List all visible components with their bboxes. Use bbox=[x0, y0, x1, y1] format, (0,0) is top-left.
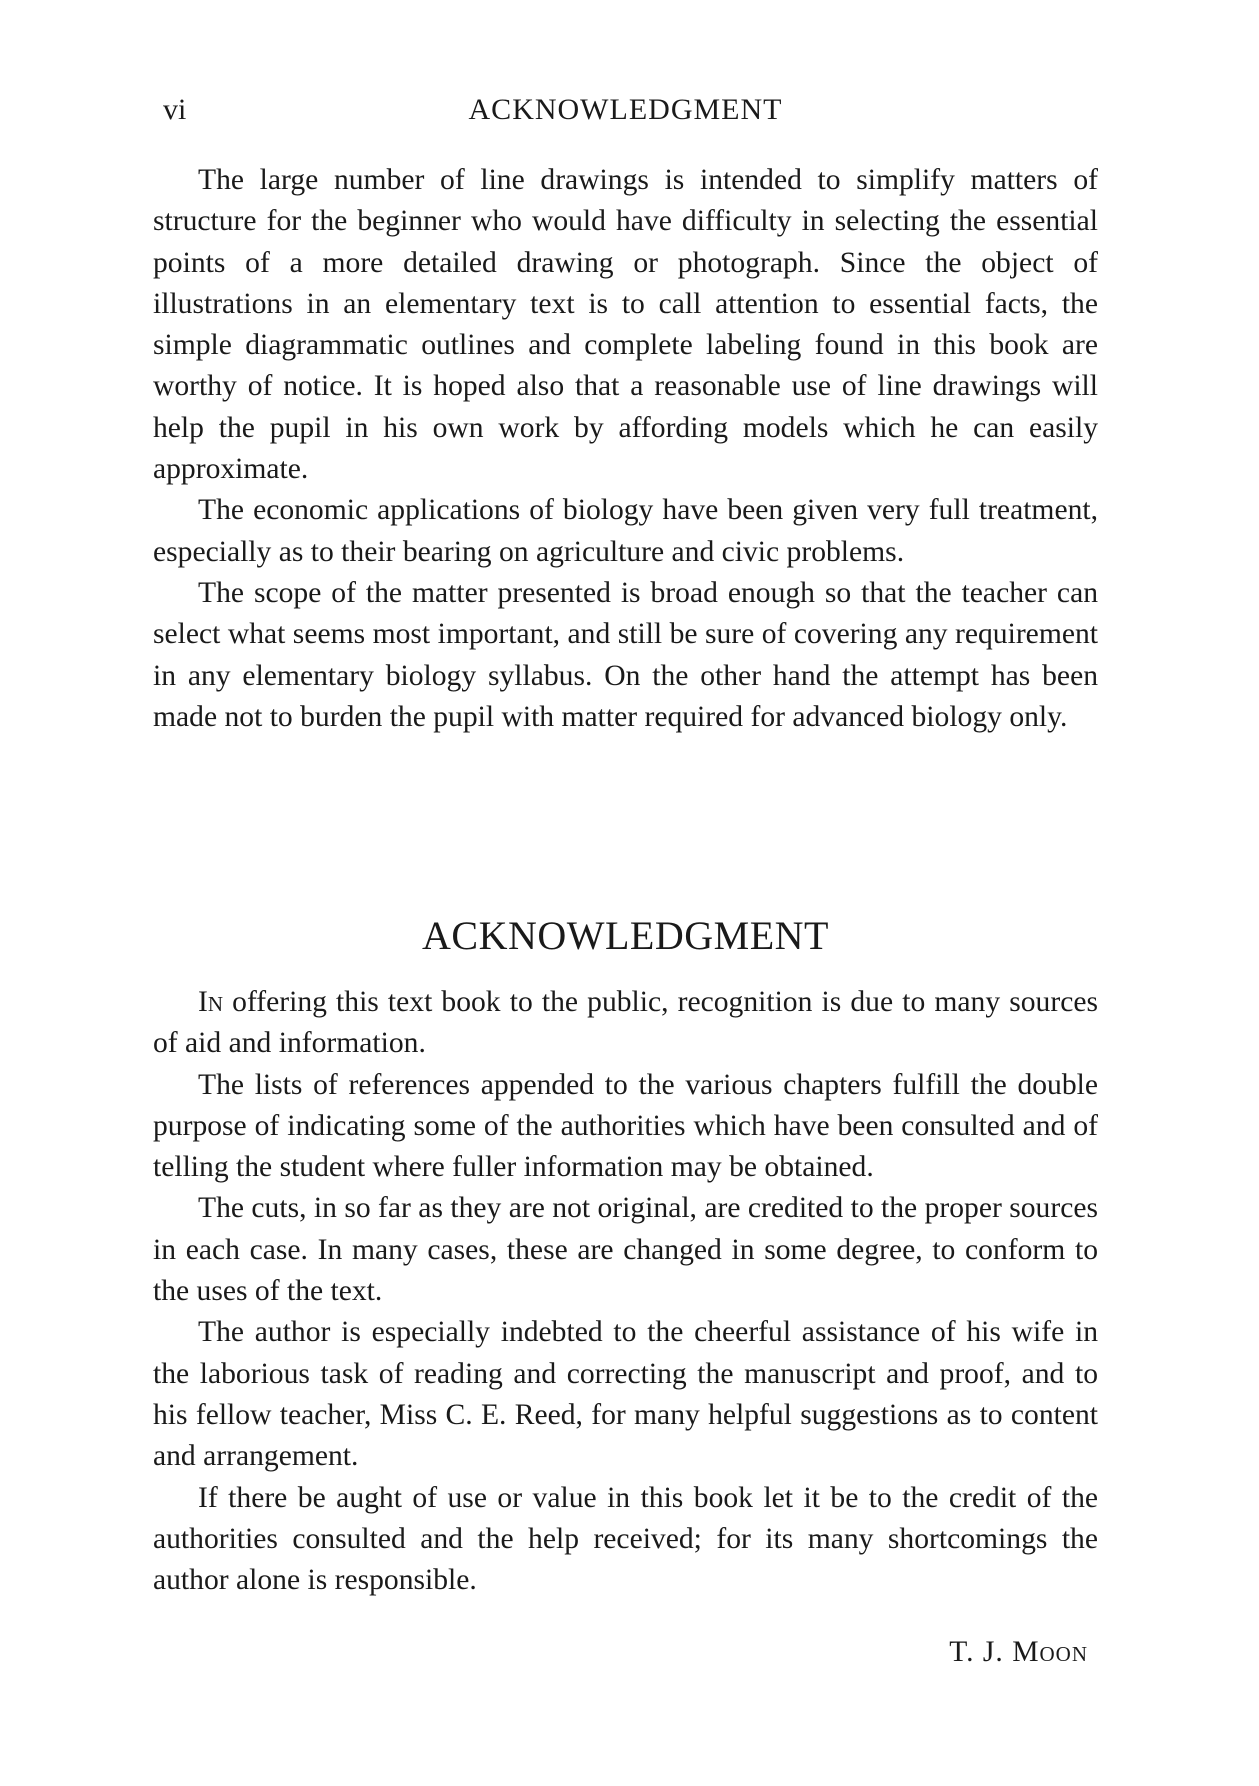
drop-lead-word: In bbox=[198, 986, 224, 1018]
signature-initials: T. J. bbox=[949, 1636, 1013, 1668]
acknowledgment-paragraph-references: The lists of references appended to the various chapters fulfill the double purpose of indicating some of the authorities which have been consulted and of telling the student where fuller information may be obtained. bbox=[153, 1068, 1098, 1184]
acknowledgment-body bbox=[153, 982, 1098, 1601]
author-signature bbox=[949, 1632, 1088, 1673]
preface-paragraph-scope: The scope of the matter presented is broad enough so that the teacher can select what seems most important, and still be sure of covering any requirement in any elementary biology syllabus. On the other hand the attempt has been made not to burden the pupil with matter required for advanced biology only. bbox=[153, 576, 1098, 733]
section-heading: ACKNOWLEDGMENT bbox=[422, 913, 829, 958]
running-head bbox=[153, 88, 1098, 132]
acknowledgment-paragraph-author-thanks: The author is especially indebted to the cheerful assistance of his wife in the laborious task of reading and correcting the manuscript and proof, and to his fellow teacher, Miss C. E. Reed, for many helpful suggestions as to content and arrangement. bbox=[153, 1316, 1098, 1473]
preface-paragraph-line-drawings: The large number of line drawings is intended to simplify matters of structure for the beginner who would have difficulty in selecting the essential points of a more detailed drawing or photograph. Since the object of illustrations in an elementary text is to call attention to essential facts, the simple diagrammatic outlines and complete labeling found in this book are worthy of notice. It is hoped also that a reasonable use of line drawings will help the pupil in his own work by affording models which he can easily approximate. bbox=[153, 164, 1098, 486]
preface-continuation bbox=[153, 160, 1098, 738]
intro-paragraph-text: offering this text book to the public, recognition is due to many sources of aid and information. bbox=[153, 986, 1098, 1060]
signature-surname: Moon bbox=[1012, 1636, 1088, 1668]
preface-paragraph-economic: The economic applications of biology have been given very full treatment, especially as to their bearing on agriculture and civic problems. bbox=[153, 494, 1098, 568]
acknowledgment-paragraph-cuts: The cuts, in so far as they are not original, are credited to the proper sources in each case. In many cases, these are changed in some degree, to conform to the uses of the text. bbox=[153, 1192, 1098, 1308]
book-page bbox=[153, 0, 1098, 1786]
running-title: ACKNOWLEDGMENT bbox=[468, 93, 783, 126]
acknowledgment-paragraph-intro bbox=[153, 982, 1098, 1065]
acknowledgment-paragraph-closing: If there be aught of use or value in this book let it be to the credit of the authorities consulted and the help received; for its many shortcomings the author alone is responsible. bbox=[153, 1481, 1098, 1597]
page-number: vi bbox=[163, 93, 187, 126]
